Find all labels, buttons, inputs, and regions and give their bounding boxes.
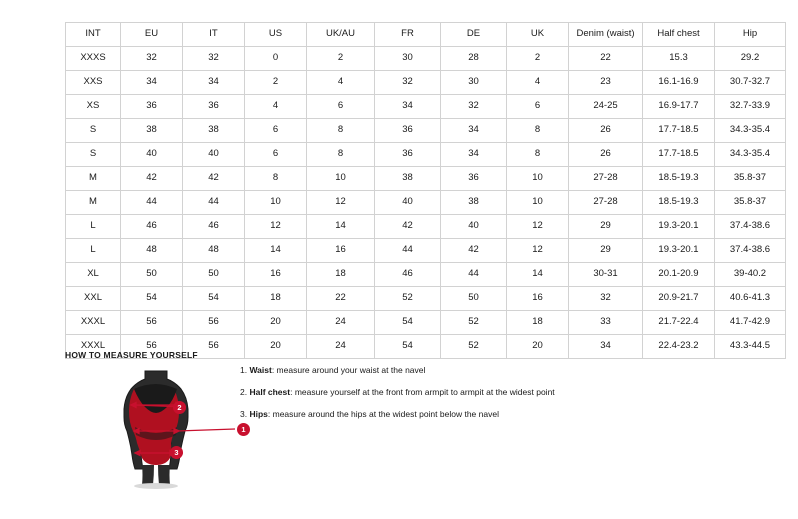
cell-it: 48 [183,239,245,263]
cell-denim-waist: 26 [569,143,643,167]
cell-eu: 44 [121,191,183,215]
step-number: 2. [240,387,248,398]
cell-it: 36 [183,95,245,119]
cell-it: 38 [183,119,245,143]
cell-uk-au: 8 [307,143,375,167]
column-header-denim-waist: Denim (waist) [569,23,643,47]
cell-us: 14 [245,239,307,263]
cell-fr: 52 [375,287,441,311]
cell-hip: 34.3-35.4 [715,143,786,167]
mannequin-diagram-icon [85,365,235,490]
cell-de: 28 [441,47,507,71]
cell-uk: 16 [507,287,569,311]
cell-denim-waist: 29 [569,239,643,263]
cell-hip: 37.4-38.6 [715,239,786,263]
step-term: Waist [249,365,272,375]
cell-de: 34 [441,143,507,167]
cell-eu: 32 [121,47,183,71]
step-text: : measure yourself at the front from armpit to armpit at the widest point [290,387,555,398]
cell-int: XXL [66,287,121,311]
mannequin-figure [85,365,246,490]
cell-us: 4 [245,95,307,119]
table-header [66,23,786,47]
cell-half-chest: 15.3 [643,47,715,71]
cell-half-chest: 16.1-16.9 [643,71,715,95]
cell-int: XS [66,95,121,119]
cell-us: 6 [245,119,307,143]
cell-uk-au: 22 [307,287,375,311]
cell-half-chest: 20.1-20.9 [643,263,715,287]
cell-eu: 50 [121,263,183,287]
cell-uk-au: 6 [307,95,375,119]
cell-us: 0 [245,47,307,71]
cell-half-chest: 20.9-21.7 [643,287,715,311]
cell-uk: 12 [507,239,569,263]
cell-denim-waist: 27-28 [569,191,643,215]
cell-eu: 38 [121,119,183,143]
cell-de: 34 [441,119,507,143]
cell-uk: 10 [507,191,569,215]
cell-de: 52 [441,311,507,335]
table-row [66,239,786,263]
cell-half-chest: 18.5-19.3 [643,167,715,191]
table-row [66,287,786,311]
cell-int: L [66,215,121,239]
cell-eu: 46 [121,215,183,239]
table-row [66,71,786,95]
cell-de: 52 [441,335,507,359]
cell-half-chest: 17.7-18.5 [643,119,715,143]
cell-de: 44 [441,263,507,287]
how-to-measure-title: HOW TO MEASURE YOURSELF [65,350,198,360]
cell-de: 36 [441,167,507,191]
cell-denim-waist: 34 [569,335,643,359]
cell-int: M [66,191,121,215]
table-row [66,119,786,143]
step-term: Half chest [249,387,291,398]
cell-half-chest: 19.3-20.1 [643,215,715,239]
cell-fr: 34 [375,95,441,119]
cell-hip: 35.8-37 [715,191,786,215]
table-row [66,167,786,191]
table-row [66,47,786,71]
table-row [66,191,786,215]
cell-it: 44 [183,191,245,215]
column-header-fr: FR [375,23,441,47]
cell-hip: 34.3-35.4 [715,119,786,143]
table-row [66,263,786,287]
cell-de: 40 [441,215,507,239]
cell-fr: 42 [375,215,441,239]
cell-uk-au: 12 [307,191,375,215]
cell-us: 2 [245,71,307,95]
cell-us: 6 [245,143,307,167]
cell-eu: 56 [121,311,183,335]
cell-hip: 35.8-37 [715,167,786,191]
cell-uk-au: 24 [307,311,375,335]
cell-eu: 40 [121,143,183,167]
column-header-int: INT [66,23,121,47]
cell-int: S [66,143,121,167]
cell-us: 20 [245,335,307,359]
cell-half-chest: 17.7-18.5 [643,143,715,167]
cell-denim-waist: 30-31 [569,263,643,287]
cell-uk-au: 18 [307,263,375,287]
cell-denim-waist: 33 [569,311,643,335]
cell-it: 32 [183,47,245,71]
step-term: Hips [249,409,268,420]
cell-it: 42 [183,167,245,191]
cell-eu: 34 [121,71,183,95]
callout-bullet-2: 2 [173,401,186,414]
cell-uk: 6 [507,95,569,119]
cell-int: S [66,119,121,143]
cell-fr: 36 [375,143,441,167]
how-to-measure-section [65,365,745,495]
size-chart-container [65,22,771,359]
cell-hip: 32.7-33.9 [715,95,786,119]
cell-fr: 46 [375,263,441,287]
cell-us: 20 [245,311,307,335]
column-header-uk-au: UK/AU [307,23,375,47]
cell-int: XXS [66,71,121,95]
cell-uk-au: 16 [307,239,375,263]
step-number: 1. [240,365,248,375]
table-header-row [66,23,786,47]
cell-hip: 29.2 [715,47,786,71]
cell-it: 56 [183,335,245,359]
cell-uk-au: 24 [307,335,375,359]
cell-denim-waist: 32 [569,287,643,311]
column-header-us: US [245,23,307,47]
cell-uk: 12 [507,215,569,239]
measure-step-hips [240,409,740,419]
column-header-hip: Hip [715,23,786,47]
cell-it: 56 [183,311,245,335]
measure-step-half-chest [240,387,740,397]
measure-steps-list [240,365,740,432]
cell-half-chest: 22.4-23.2 [643,335,715,359]
cell-de: 30 [441,71,507,95]
column-header-de: DE [441,23,507,47]
cell-denim-waist: 23 [569,71,643,95]
cell-fr: 44 [375,239,441,263]
cell-us: 18 [245,287,307,311]
cell-hip: 41.7-42.9 [715,311,786,335]
cell-hip: 37.4-38.6 [715,215,786,239]
cell-int: XXXS [66,47,121,71]
cell-us: 12 [245,215,307,239]
cell-de: 38 [441,191,507,215]
cell-hip: 40.6-41.3 [715,287,786,311]
cell-fr: 54 [375,311,441,335]
cell-int: XL [66,263,121,287]
cell-eu: 42 [121,167,183,191]
cell-fr: 38 [375,167,441,191]
cell-half-chest: 19.3-20.1 [643,239,715,263]
cell-denim-waist: 27-28 [569,167,643,191]
callout-bullet-3: 3 [170,446,183,459]
table-body [66,47,786,359]
cell-uk: 2 [507,47,569,71]
cell-it: 46 [183,215,245,239]
cell-eu: 54 [121,287,183,311]
cell-uk: 14 [507,263,569,287]
column-header-uk: UK [507,23,569,47]
cell-it: 54 [183,287,245,311]
cell-uk-au: 2 [307,47,375,71]
cell-eu: 48 [121,239,183,263]
cell-fr: 36 [375,119,441,143]
cell-de: 42 [441,239,507,263]
table-row [66,143,786,167]
column-header-eu: EU [121,23,183,47]
measure-step-waist [240,365,740,375]
cell-us: 10 [245,191,307,215]
cell-denim-waist: 24-25 [569,95,643,119]
cell-int: XXXL [66,311,121,335]
cell-fr: 32 [375,71,441,95]
cell-uk: 8 [507,143,569,167]
cell-fr: 30 [375,47,441,71]
cell-hip: 43.3-44.5 [715,335,786,359]
table-row [66,311,786,335]
cell-uk-au: 4 [307,71,375,95]
table-row [66,95,786,119]
table-row [66,215,786,239]
cell-uk-au: 8 [307,119,375,143]
cell-uk: 18 [507,311,569,335]
cell-eu: 36 [121,95,183,119]
cell-uk-au: 10 [307,167,375,191]
cell-uk: 4 [507,71,569,95]
cell-it: 50 [183,263,245,287]
cell-us: 8 [245,167,307,191]
column-header-it: IT [183,23,245,47]
cell-half-chest: 18.5-19.3 [643,191,715,215]
step-text: : measure around the hips at the widest point below the navel [267,409,499,420]
callout-bullet-1: 1 [237,423,250,436]
cell-it: 34 [183,71,245,95]
cell-de: 50 [441,287,507,311]
cell-uk: 10 [507,167,569,191]
cell-us: 16 [245,263,307,287]
cell-hip: 30.7-32.7 [715,71,786,95]
cell-int: XXXL [66,335,121,359]
cell-denim-waist: 29 [569,215,643,239]
cell-denim-waist: 22 [569,47,643,71]
step-text: : measure around your waist at the navel [271,365,426,375]
cell-it: 40 [183,143,245,167]
cell-half-chest: 16.9-17.7 [643,95,715,119]
cell-int: L [66,239,121,263]
cell-uk: 20 [507,335,569,359]
cell-eu: 56 [121,335,183,359]
cell-fr: 40 [375,191,441,215]
cell-de: 32 [441,95,507,119]
cell-fr: 54 [375,335,441,359]
cell-half-chest: 21.7-22.4 [643,311,715,335]
cell-denim-waist: 26 [569,119,643,143]
cell-hip: 39-40.2 [715,263,786,287]
cell-uk: 8 [507,119,569,143]
column-header-half-chest: Half chest [643,23,715,47]
step-number: 3. [240,409,248,420]
cell-uk-au: 14 [307,215,375,239]
cell-int: M [66,167,121,191]
size-chart-table [65,22,786,359]
